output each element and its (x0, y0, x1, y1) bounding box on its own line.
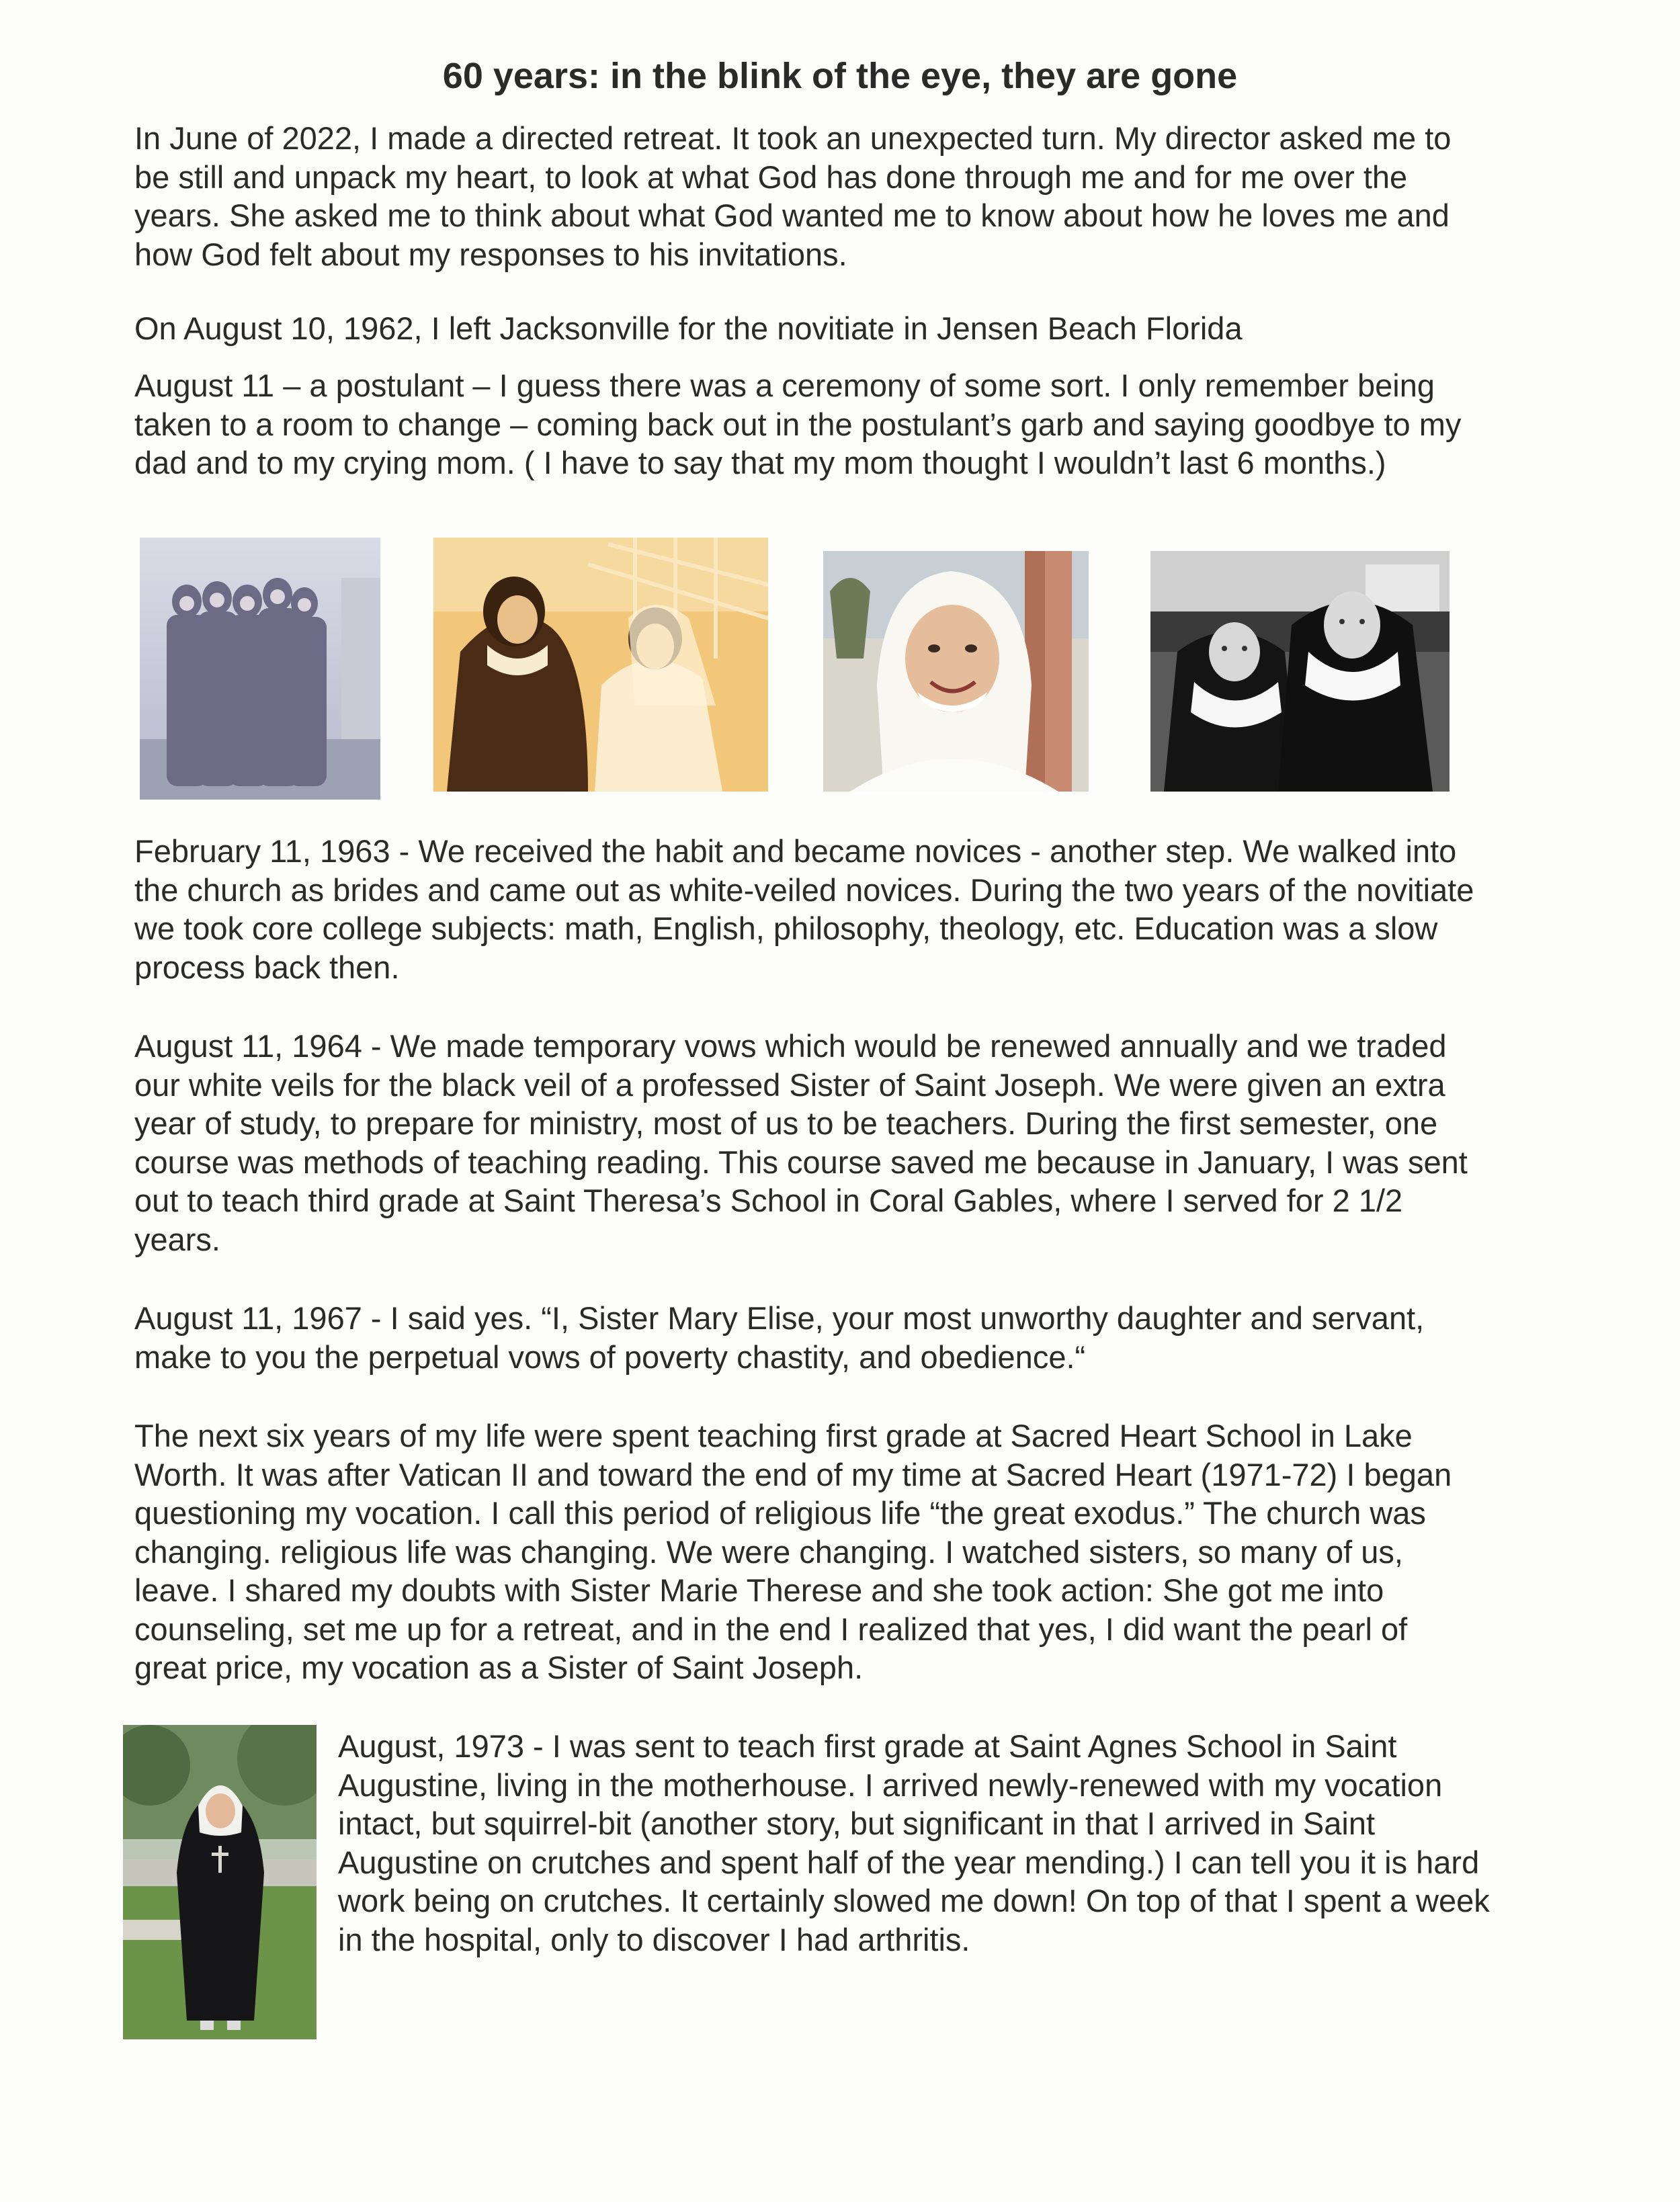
photo-group-of-sisters (140, 538, 380, 800)
page-title: 60 years: in the blink of the eye, they are gone (442, 56, 1238, 96)
paragraph-temporary-vows-1964: August 11, 1964 - We made temporary vows which would be renewed annually and we traded our white veils for the black veil of a professed Sister of Saint Joseph. We were given an extra year of study, to prepare for ministry, most of us to be teachers. During the first semester, one course was methods of teaching reading. This course saved me because in January, I was sent out to teach third grade at Saint Theresa’s School in Coral Gables, where I served for 2 1/2 years. (134, 1028, 1468, 1257)
paragraph-perpetual-vows-1967: August 11, 1967 - I said yes. “I, Sister Mary Elise, your most unworthy daughter and servant, make to you the perpetual vows of poverty chastity, and obedience.“ (134, 1300, 1425, 1375)
photo-sister-on-lawn (123, 1725, 317, 2039)
photo-novice-white-veil (823, 551, 1089, 792)
paragraph-left-jacksonville: On August 10, 1962, I left Jacksonville for the novitiate in Jensen Beach Florida (134, 310, 1243, 346)
paragraph-novices-1963: February 11, 1963 - We received the habit and became novices - another step. We walked into the church as brides and came out as white-veiled novices. During the two years of the novitiate we took core college subjects: math, English, philosophy, theology, etc. Education was a slow process back then. (134, 833, 1474, 985)
paragraph-saint-agnes-1973: August, 1973 - I was sent to teach first grade at Saint Agnes School in Saint Augustine, living in the motherhouse. I arrived newly-renewed with my vocation intact, but squirrel-bit (another story, but significant in that I arrived in Saint Augustine on crutches and spent half of the year mending.) I can tell you it is hard work being on crutches. It certainly slowed me down! On top of that I spent a week in the hospital, only to discover I had arthritis. (338, 1728, 1490, 1957)
paragraph-postulant: August 11 – a postulant – I guess there was a ceremony of some sort. I only remember being taken to a room to change – coming back out in the postulant’s garb and saying goodbye to my dad and to my crying mom. ( I have to say that my mom thought I wouldn’t last 6 months.) (134, 368, 1462, 480)
photo-sister-and-bride (433, 538, 768, 792)
paragraph-sacred-heart-years: The next six years of my life were spent teaching first grade at Sacred Heart School in Lake Worth. It was after Vatican II and toward the end of my time at Sacred Heart (1971-72) I began questioning my vocation. I call this period of religious life “the great exodus.” The church was changing. religious life was changing. We were changing. I watched sisters, so many of us, leave. I shared my doubts with Sister Marie Therese and she took action: She got me into counseling, set me up for a retreat, and in the end I realized that yes, I did want the pearl of great price, my vocation as a Sister of Saint Joseph. (134, 1418, 1452, 1685)
paragraph-retreat: In June of 2022, I made a directed retreat. It took an unexpected turn. My director asked me to be still and unpack my heart, to look at what God has done through me and for me over the years. She asked me to think about what God wanted me to know about how he loves me and how God felt about my responses to his invitations. (134, 120, 1452, 272)
photo-two-sisters-black-habits (1150, 551, 1450, 792)
